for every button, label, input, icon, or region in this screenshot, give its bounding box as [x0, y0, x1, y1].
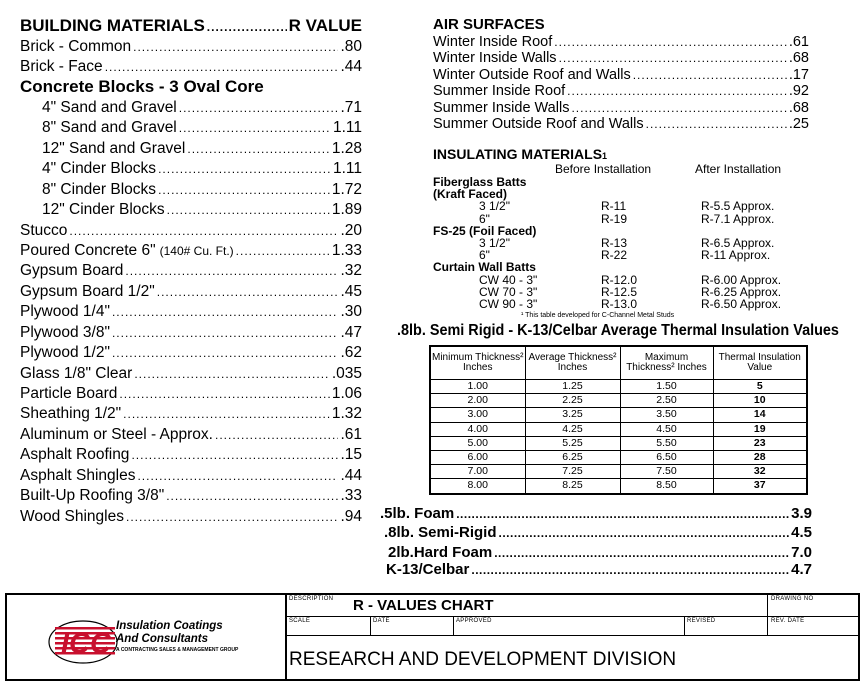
k13-table-body — [430, 380, 807, 494]
air-rows — [433, 34, 809, 132]
insulation-before: R-12.5 — [601, 284, 638, 299]
air-surface-row — [433, 116, 809, 132]
air-surface-row — [433, 50, 809, 66]
material-r-value: .44 — [340, 57, 362, 75]
air-surface-row — [433, 67, 809, 83]
material-row — [20, 241, 362, 261]
material-label: 4" Sand and Gravel — [42, 98, 177, 116]
leader-dots — [112, 327, 338, 339]
insulation-before: R-11 — [601, 199, 627, 214]
k13-table-cell: 4.50 — [620, 422, 713, 436]
leader-dots — [166, 490, 338, 502]
material-label: 12" Sand and Gravel — [42, 139, 186, 157]
foam-row — [384, 524, 812, 542]
leader-dots — [207, 21, 287, 33]
k13-table-cell: 2.50 — [620, 394, 713, 408]
material-r-value: .61 — [340, 425, 362, 443]
caption-scale: SCALE — [289, 618, 311, 624]
k13-table-cell: 3.00 — [430, 408, 525, 422]
material-row — [20, 221, 362, 241]
material-r-value: 1.11 — [332, 160, 362, 178]
k13-table-cell: 8.00 — [430, 479, 525, 494]
material-label: Stucco — [20, 221, 68, 239]
leader-dots — [494, 547, 789, 559]
k13-table-row — [430, 465, 807, 479]
material-row — [20, 486, 362, 506]
foam-label: 2lb.Hard Foam — [388, 544, 493, 561]
leader-dots — [125, 265, 338, 277]
k13-table-cell: 1.00 — [430, 380, 525, 394]
foam-value: 4.7 — [791, 561, 812, 578]
k13-table-cell: 19 — [713, 422, 807, 436]
building-rows — [20, 37, 362, 528]
foam-row — [380, 505, 812, 523]
k13-table-cell: 5.50 — [620, 436, 713, 450]
leader-dots — [137, 470, 338, 482]
k13-table-cell: 7.25 — [525, 465, 620, 479]
k13-table-cell: 6.00 — [430, 450, 525, 464]
material-note: (140# Cu. Ft.) — [159, 243, 234, 258]
building-materials-header — [20, 16, 362, 37]
material-label: Asphalt Shingles — [20, 466, 136, 484]
k13-table-cell: 5.00 — [430, 436, 525, 450]
k13-table-cell: 3.25 — [525, 408, 620, 422]
air-surface-label: Winter Inside Roof — [433, 34, 553, 50]
material-r-value: .15 — [340, 446, 362, 464]
material-label: Asphalt Roofing — [20, 446, 130, 464]
material-row — [20, 404, 362, 424]
air-surface-row — [433, 100, 809, 116]
insulation-after: R-7.1 Approx. — [701, 211, 775, 226]
material-row — [20, 282, 362, 302]
air-surface-label: Winter Inside Walls — [433, 50, 557, 67]
leader-dots — [69, 225, 338, 237]
k13-table-row — [430, 436, 807, 450]
material-r-value: .035 — [331, 364, 362, 382]
k13-table-cell: 8.25 — [525, 479, 620, 494]
building-header-label: BUILDING MATERIALS — [20, 16, 205, 35]
material-r-value: 1.89 — [331, 201, 362, 219]
material-label: Plywood 1/4" — [20, 303, 110, 321]
air-surfaces-section — [433, 16, 809, 132]
caption-date: DATE — [373, 618, 390, 624]
material-label: Wood Shingles — [20, 507, 124, 525]
air-surface-value: .61 — [788, 34, 809, 50]
material-row — [20, 57, 362, 77]
material-r-value: .20 — [340, 221, 362, 239]
insulation-before: R-13 — [601, 235, 628, 250]
insulation-item-row — [433, 213, 813, 225]
air-surface-row — [433, 83, 809, 99]
insulation-before: R-12.0 — [601, 272, 638, 287]
leader-dots — [571, 102, 786, 114]
k13-table-cell: 7.50 — [620, 465, 713, 479]
material-r-value: .44 — [340, 466, 362, 484]
leader-dots — [567, 85, 787, 97]
leader-dots — [119, 388, 329, 400]
leader-dots — [456, 508, 789, 520]
leader-dots — [179, 102, 339, 114]
material-label: 12" Cinder Blocks — [42, 201, 165, 219]
foam-row — [388, 544, 812, 562]
division-name: RESEARCH AND DEVELOPMENT DIVISION — [289, 649, 677, 670]
caption-drawing-no: DRAWING NO — [771, 596, 814, 602]
insulation-after: R-6.5 Approx. — [701, 235, 775, 250]
k13-table-header-row — [430, 346, 807, 380]
logo-line3: A CONTRACTING SALES & MANAGEMENT GROUP — [116, 647, 239, 653]
insulation-group-label: Fiberglass Batts — [433, 175, 527, 189]
leader-dots — [131, 449, 338, 461]
material-r-value: .71 — [340, 98, 362, 116]
insulation-after: R-6.00 Approx. — [701, 272, 782, 287]
insulation-item-row — [433, 274, 813, 286]
k13-table-cell: 6.25 — [525, 450, 620, 464]
insulation-before: R-22 — [601, 248, 628, 263]
k13-table-row — [430, 380, 807, 394]
k13-table-cell: 4.00 — [430, 422, 525, 436]
material-row — [20, 159, 362, 179]
caption-approved: APPROVED — [456, 618, 492, 624]
insulation-after: R-6.50 Approx. — [701, 296, 782, 311]
material-label: Brick - Common — [20, 37, 132, 55]
insulation-size: CW 40 - 3" — [479, 272, 538, 287]
material-label: Built-Up Roofing 3/8" — [20, 487, 165, 505]
air-surfaces-header: AIR SURFACES — [433, 16, 545, 33]
air-surface-value: .17 — [788, 66, 809, 83]
material-row — [20, 261, 362, 281]
k13-column-header: Maximum Thickness² Inches — [620, 346, 713, 380]
k13-table-cell: 8.50 — [620, 479, 713, 494]
material-row — [20, 364, 362, 384]
material-row — [20, 180, 362, 200]
insulation-after: R-6.25 Approx. — [701, 284, 782, 299]
k13-table-row — [430, 479, 807, 494]
leader-dots — [167, 204, 330, 216]
material-row — [20, 98, 362, 118]
material-row — [20, 139, 362, 159]
insulation-group-label: Curtain Wall Batts — [433, 260, 536, 275]
insulating-footnote: ¹ This table developed for C-Channel Metal Studs — [521, 312, 675, 320]
leader-dots — [187, 143, 329, 155]
logo-mark: ICC — [61, 628, 111, 660]
leader-dots — [158, 163, 331, 175]
chart-title: R - VALUES CHART — [353, 597, 494, 614]
k13-table-cell: 6.50 — [620, 450, 713, 464]
leader-dots — [112, 347, 338, 359]
material-r-value: .32 — [340, 262, 362, 280]
k13-table-title: .8lb. Semi Rigid - K-13/Celbar Average Thermal Insulation Values — [397, 322, 839, 339]
material-r-value: 1.28 — [331, 139, 362, 157]
air-surface-label: Summer Outside Roof and Walls — [433, 115, 644, 132]
col-after-installation: After Installation — [695, 162, 782, 176]
leader-dots — [633, 69, 787, 81]
material-label: 4" Cinder Blocks — [42, 160, 157, 178]
leader-dots — [134, 368, 330, 380]
insulating-header-title: INSULATING MATERIALS — [433, 146, 603, 162]
building-materials-list — [20, 16, 362, 527]
caption-rev-date: REV. DATE — [771, 618, 805, 624]
k13-table-cell: 4.25 — [525, 422, 620, 436]
k13-column-header: Thermal Insulation Value — [713, 346, 807, 380]
logo-line2: And Consultants — [116, 633, 208, 645]
k13-table-cell: 5.25 — [525, 436, 620, 450]
leader-dots — [499, 527, 790, 539]
k13-table-cell: 1.25 — [525, 380, 620, 394]
material-label: 8" Sand and Gravel — [42, 119, 177, 137]
k13-table-cell: 28 — [713, 450, 807, 464]
leader-dots — [158, 184, 330, 196]
material-label: Aluminum or Steel - Approx. — [20, 425, 213, 443]
k13-column-header: Minimum Thickness² Inches — [430, 346, 525, 380]
air-surface-value: .92 — [788, 83, 809, 100]
k13-table-cell: 23 — [713, 436, 807, 450]
insulation-size: CW 70 - 3" — [479, 284, 538, 299]
material-r-value: .33 — [340, 487, 362, 505]
insulation-size: 6" — [479, 248, 490, 263]
insulating-rows — [433, 176, 813, 310]
material-label: Plywood 3/8" — [20, 323, 110, 341]
material-label: Plywood 1/2" — [20, 344, 110, 362]
leader-dots — [179, 122, 331, 134]
material-row — [20, 445, 362, 465]
k13-column-header: Average Thickness² Inches — [525, 346, 620, 380]
insulation-size: 6" — [479, 211, 490, 226]
material-label: Gypsum Board — [20, 262, 124, 280]
building-header-value: R VALUE — [288, 16, 362, 35]
foam-label: .5lb. Foam — [380, 505, 455, 522]
logo-line1: Insulation Coatings — [116, 620, 223, 632]
insulation-size: 3 1/2" — [479, 199, 510, 214]
material-row — [20, 384, 362, 404]
air-surface-label: Winter Outside Roof and Walls — [433, 66, 631, 83]
k13-table-row — [430, 422, 807, 436]
k13-table-row — [430, 450, 807, 464]
material-r-value: .62 — [340, 344, 362, 362]
material-row — [20, 323, 362, 343]
col-before-installation: Before Installation — [555, 162, 652, 176]
insulation-size: CW 90 - 3" — [479, 296, 538, 311]
air-surface-value: .68 — [788, 50, 809, 67]
material-r-value: 1.11 — [332, 119, 362, 137]
leader-dots — [236, 245, 330, 257]
foam-label: .8lb. Semi-Rigid — [384, 524, 497, 541]
material-label: Particle Board — [20, 385, 118, 402]
leader-dots — [554, 36, 787, 48]
k13-table-cell: 32 — [713, 465, 807, 479]
insulation-size: 3 1/2" — [479, 235, 510, 250]
material-label: Sheathing 1/2" — [20, 405, 122, 423]
air-surface-label: Summer Inside Walls — [433, 99, 570, 116]
k13-thermal-table — [429, 345, 808, 495]
leader-dots — [559, 52, 787, 64]
insulation-group-label: (Kraft Faced) — [433, 187, 508, 202]
k13-table-cell: 2.00 — [430, 394, 525, 408]
insulating-header-sup: 1 — [602, 151, 608, 161]
foam-value: 3.9 — [791, 505, 812, 522]
insulation-before: R-19 — [601, 211, 628, 226]
leader-dots — [215, 429, 338, 441]
material-r-value: 1.32 — [331, 405, 362, 423]
leader-dots — [157, 286, 339, 298]
caption-revised: REVISED — [687, 618, 716, 624]
air-surface-value: .25 — [788, 115, 809, 132]
insulation-before: R-13.0 — [601, 296, 638, 311]
material-row — [20, 37, 362, 57]
material-r-value: 1.06 — [331, 385, 362, 402]
material-label: Gypsum Board 1/2" — [20, 282, 155, 300]
k13-table-cell: 37 — [713, 479, 807, 494]
material-row — [20, 507, 362, 527]
insulation-after: R-11 Approx. — [701, 248, 771, 263]
leader-dots — [105, 61, 339, 73]
foam-label: K-13/Celbar — [386, 561, 470, 578]
k13-table-cell: 1.50 — [620, 380, 713, 394]
air-surface-label: Summer Inside Roof — [433, 83, 566, 100]
leader-dots — [112, 306, 338, 318]
leader-dots — [133, 41, 338, 53]
k13-table-cell: 14 — [713, 408, 807, 422]
material-row — [20, 77, 362, 98]
material-row — [20, 200, 362, 220]
title-block — [5, 593, 860, 681]
material-row — [20, 466, 362, 486]
k13-table-cell: 3.50 — [620, 408, 713, 422]
insulating-materials-section — [433, 146, 813, 319]
insulation-group-label: FS-25 (Foil Faced) — [433, 223, 537, 238]
material-row — [20, 425, 362, 445]
k13-table-cell: 5 — [713, 380, 807, 394]
k13-table-cell: 2.25 — [525, 394, 620, 408]
leader-dots — [126, 511, 338, 523]
material-row — [20, 302, 362, 322]
material-label: Glass 1/8" Clear — [20, 364, 133, 382]
material-r-value: .47 — [340, 323, 362, 341]
foam-value: 7.0 — [791, 544, 812, 561]
material-label: Brick - Face — [20, 57, 103, 75]
insulation-item-row — [433, 298, 813, 310]
air-surface-row — [433, 34, 809, 50]
material-r-value: 1.33 — [331, 241, 362, 259]
caption-description: DESCRIPTION — [289, 596, 334, 602]
material-label: 8" Cinder Blocks — [42, 180, 157, 198]
leader-dots — [471, 564, 789, 576]
k13-table-cell: 10 — [713, 394, 807, 408]
material-r-value: .80 — [340, 37, 362, 55]
k13-table-row — [430, 394, 807, 408]
foam-row — [386, 561, 812, 579]
material-r-value: .45 — [340, 282, 362, 300]
leader-dots — [123, 408, 330, 420]
material-label: Poured Concrete 6" — [20, 241, 156, 259]
insulation-after: R-5.5 Approx. — [701, 199, 775, 214]
material-label: Concrete Blocks - 3 Oval Core — [20, 77, 264, 97]
material-row — [20, 118, 362, 138]
material-r-value: .94 — [340, 507, 362, 525]
k13-table-cell: 7.00 — [430, 465, 525, 479]
material-r-value: .30 — [340, 303, 362, 321]
material-r-value: 1.72 — [331, 180, 362, 198]
material-row — [20, 343, 362, 363]
foam-value: 4.5 — [791, 524, 812, 541]
leader-dots — [646, 118, 787, 130]
air-surface-value: .68 — [788, 99, 809, 116]
k13-table-row — [430, 408, 807, 422]
insulation-item-row — [433, 200, 813, 212]
